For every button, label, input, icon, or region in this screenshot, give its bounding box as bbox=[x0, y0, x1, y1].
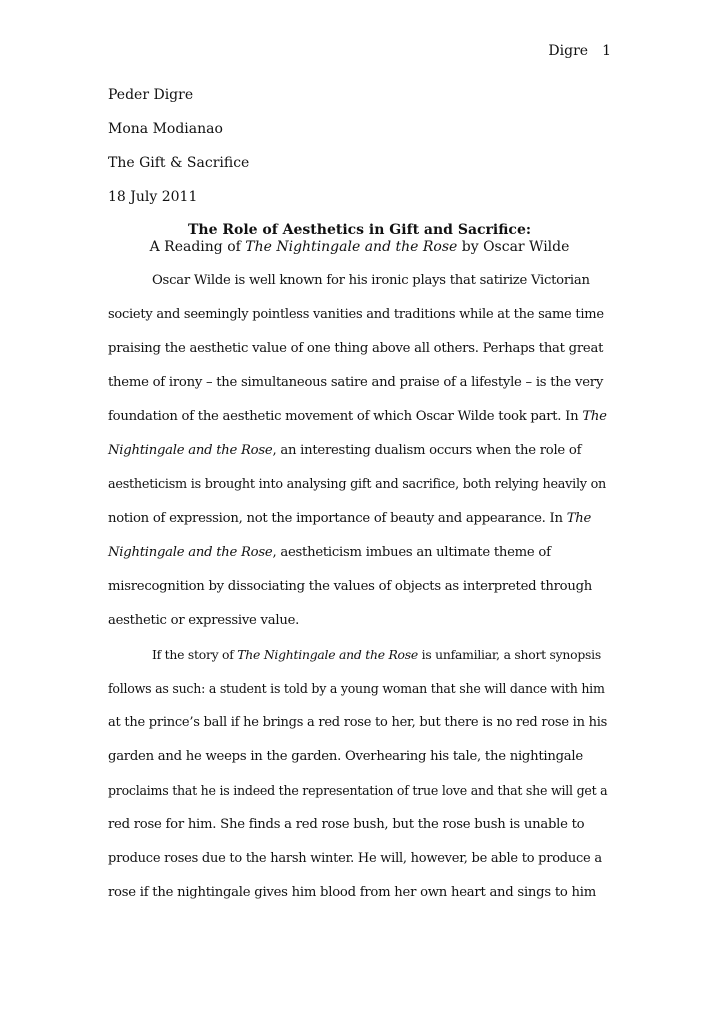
body-line bbox=[108, 511, 608, 526]
body-line: aesthetic or expressive value. bbox=[108, 613, 300, 628]
italic-run: The bbox=[582, 409, 607, 424]
header-author: Digre bbox=[548, 43, 589, 59]
body-line: praising the aesthetic value of one thing above all others. Perhaps that great bbox=[108, 341, 604, 356]
body-line: at the prince’s ball if he brings a red rose to her, but there is no red rose in his bbox=[108, 715, 608, 730]
text-run: foundation of the aesthetic movement of which Oscar Wilde took part. In bbox=[108, 409, 583, 424]
body-line: aestheticism is brought into analysing gift and sacrifice, both relying heavily on bbox=[108, 477, 607, 492]
italic-run: The bbox=[566, 511, 592, 526]
body-line: proclaims that he is indeed the representation of true love and that she will get a bbox=[108, 783, 608, 798]
essay-title: The Role of Aesthetics in Gift and Sacrifice: bbox=[187, 222, 532, 238]
text-run: If the story of bbox=[152, 647, 238, 662]
text-run: , an interesting dualism occurs when the role of bbox=[272, 443, 582, 458]
text-run: notion of expression, not the importance of beauty and appearance. In bbox=[108, 511, 567, 526]
body-line: produce roses due to the harsh winter. He will, however, be able to produce a bbox=[108, 851, 602, 866]
subtitle-work: The Nightingale and the Rose bbox=[245, 239, 458, 255]
body-line: garden and he weeps in the garden. Overhearing his tale, the nightingale bbox=[108, 749, 583, 764]
body-line: misrecognition by dissociating the values of objects as interpreted through bbox=[108, 579, 592, 594]
essay-subtitle bbox=[0, 239, 719, 255]
body-line bbox=[108, 443, 608, 458]
running-header bbox=[548, 43, 611, 59]
text-run: is unfamiliar, a short synopsis bbox=[417, 647, 601, 662]
italic-run: The Nightingale and the Rose bbox=[237, 647, 418, 662]
subtitle-prefix: A Reading of bbox=[149, 239, 246, 255]
body-line: theme of irony – the simultaneous satire and praise of a lifestyle – is the very bbox=[108, 375, 604, 390]
student-name: Peder Digre bbox=[108, 87, 194, 103]
body-line bbox=[152, 647, 608, 662]
instructor-name: Mona Modianao bbox=[108, 121, 223, 137]
page-number: 1 bbox=[602, 43, 611, 59]
italic-run: Nightingale and the Rose bbox=[108, 443, 273, 458]
subtitle-suffix: by Oscar Wilde bbox=[457, 239, 570, 255]
body-line bbox=[108, 409, 608, 424]
date-line: 18 July 2011 bbox=[108, 189, 198, 205]
body-line bbox=[108, 545, 608, 560]
body-line: red rose for him. She finds a red rose bush, but the rose bush is unable to bbox=[108, 817, 585, 832]
body-line: rose if the nightingale gives him blood from her own heart and sings to him bbox=[108, 885, 596, 900]
body-line: Oscar Wilde is well known for his ironic plays that satirize Victorian bbox=[152, 273, 590, 288]
text-run: , aestheticism imbues an ultimate theme of bbox=[272, 545, 551, 560]
course-name: The Gift & Sacrifice bbox=[108, 155, 250, 171]
body-line: society and seemingly pointless vanities and traditions while at the same time bbox=[108, 307, 604, 322]
body-line: follows as such: a student is told by a young woman that she will dance with him bbox=[108, 681, 605, 696]
italic-run: Nightingale and the Rose bbox=[108, 545, 273, 560]
